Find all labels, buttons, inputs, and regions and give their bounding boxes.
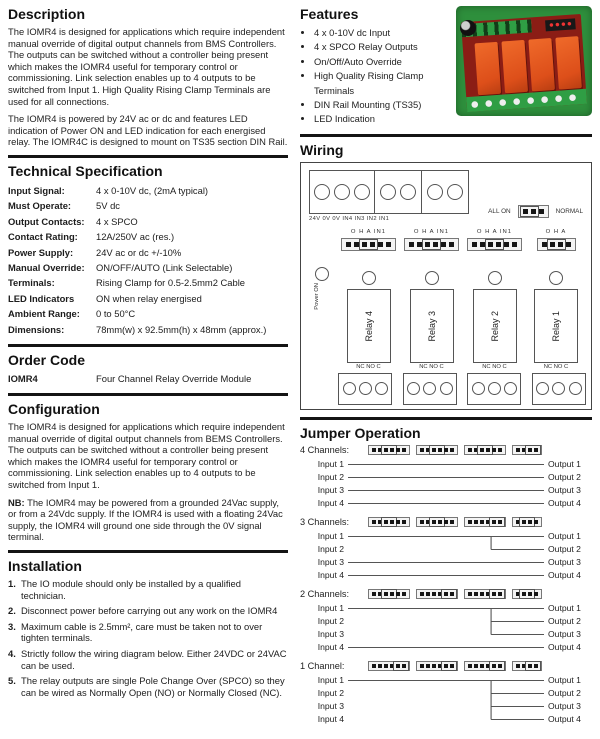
relay-cell [400,289,463,363]
order-code-row [8,372,288,386]
input-labels: Input 1 Input 2 Input 3 Input 4 [317,602,344,652]
terminal-hole [314,184,330,200]
description-paragraph-2: The IOMR4 is powered by 24V ac or dc and features LED indication of Power ON and LED indication for each energised relay. The IOMR4C is designed to mount on TS35 section DIN Rail. [8,113,288,148]
order-code-desc: Four Channel Relay Override Module [96,373,252,384]
terminal-hole [380,184,396,200]
terminal-hole [552,382,565,395]
installation-item: 1. The IO module should only be installed by a qualified technician. [8,577,241,601]
terminal-cell [309,170,375,214]
jumper-group: O H A [526,229,586,251]
feature-item: • 4 x SPCO Relay Outputs [314,40,464,54]
section-divider [300,134,592,137]
feature-item: • 4 x 0-10V dc Input [314,26,464,40]
nb-text: The IOMR4 may be powered from a grounded 24Vac supply, or from a 24Vdc supply. If the IOMR4 is used with a floating 24Vac supply, the IOMR4 will ground one side through the 0V signal terminal. [8,496,283,543]
group-label: 2 Channels: [300,588,350,599]
normal-label: NORMAL [555,207,583,215]
spec-row: Input Signal: 4 x 0-10V dc, (2mA typical) [8,184,209,196]
feature-item: • High Quality Rising Clamp Terminals [314,69,464,98]
spec-row: LED Indicators ON when relay energised [8,292,202,304]
order-code-value: IOMR4 [8,373,38,384]
terminal-hole [334,184,350,200]
installation-title: Installation [8,557,82,574]
terminal-hole [354,184,370,200]
power-led-label: Power ON [314,282,320,310]
relay-component [555,36,582,89]
relay-row [337,289,589,363]
power-led [315,267,329,281]
relay-cell [337,289,400,363]
order-code-title: Order Code [8,352,86,368]
output-labels: Output 1 Output 2 Output 3 Output 4 [548,602,581,652]
relay-cell [526,289,586,363]
output-labels: Output 1 Output 2 Output 3 Output 4 [548,674,581,724]
configuration-paragraph: The IOMR4 is designed for applications which require independent manual override of digital output channels from BEMS Controllers. The outputs can be switched without a controller being present which makes the IOMR4 useful for temporary control or commissioning. Link selection enables up to 4 outputs to be switched from Input 1. [8,421,285,490]
terminal-hole [423,382,436,395]
section-divider [8,155,288,158]
jumper-strip [464,589,506,599]
contact-label: NC NO C [356,363,381,370]
jumper-strip [368,589,410,599]
configuration-nb [8,497,288,543]
led-cell [400,271,463,285]
input-labels: Input 1 Input 2 Input 3 Input 4 [317,530,344,580]
led-cell [337,271,400,285]
group-label: 3 Channels: [300,516,350,527]
terminal-hole [569,382,582,395]
jumper-group-3-channels [300,517,592,582]
nb-label: NB: [8,496,25,508]
jumper-group-1-channel [300,661,592,726]
relay-box: Relay 1 [534,289,578,363]
terminal-hole [407,382,420,395]
terminal-cell [462,373,527,405]
features-list [314,26,464,127]
input-terminal-block [309,170,469,214]
input-labels: Input 1 Input 2 Input 3 Input 4 [317,458,344,508]
jumper-strip [464,445,506,455]
jumper-strip [368,661,410,671]
connection-lines [348,530,544,582]
terminal-labels: 24V 0V 0V IN4 IN3 IN2 IN1 [309,215,390,222]
terminal-hole [488,382,501,395]
contact-label-row [337,364,589,370]
input-labels: Input 1 Input 2 Input 3 Input 4 [317,674,344,724]
spec-row: Terminals: Rising Clamp for 0.5-2.5mm2 Cable [8,277,246,289]
relay-component [475,42,502,95]
jumper-group-2-channels [300,589,592,654]
relay-component [528,38,555,91]
output-terminal-row [333,373,591,405]
description-title: Description [8,6,86,22]
jumper-strip [416,445,458,455]
terminal-hole [359,382,372,395]
left-column [8,6,288,733]
terminal-hole [375,382,388,395]
contact-label: NC NO C [543,363,569,370]
feature-item: • LED Indication [314,112,464,126]
jumper-group: O H A IN1 [463,229,526,251]
description-paragraph-1: The IOMR4 is designed for applications which require independent manual override of digital output channels from BMS Controllers. The outputs can be switched without a controller being present which makes the IOMR4 useful for temporary control or commissioning. Link selection enables up to 4 outputs to be switched from Input 1. High Quality Rising Clamp Terminals are used for all connections. [8,26,285,107]
ic-chip [545,18,576,31]
section-divider [8,550,288,553]
all-on-jumper-strip [518,205,549,218]
product-photo [456,6,592,116]
terminal-hole [472,382,485,395]
contact-label: NC NO C [419,363,444,370]
spec-row: Contact Rating: 12A/250V ac (res.) [8,231,175,243]
jumper-strip [368,445,410,455]
output-labels: Output 1 Output 2 Output 3 Output 4 [548,458,581,508]
override-jumper-row [337,229,589,251]
contact-label: NC NO C [482,363,507,370]
output-labels: Output 1 Output 2 Output 3 Output 4 [548,530,581,580]
spec-row: Ambient Range: 0 to 50°C [8,308,136,320]
installation-item: 4. Strictly follow the wiring diagram below. Either 24VDC or 24VAC can be used. [8,647,287,671]
spec-row: Must Operate: 5V dc [8,200,120,212]
features-title: Features [300,6,359,22]
pcb-board [461,14,587,112]
terminal-cell [375,170,422,214]
relay-cell [463,289,526,363]
jumper-strip [368,517,410,527]
group-label: 1 Channel: [300,660,345,671]
wiring-diagram [300,162,592,410]
group-label: 4 Channels: [300,444,350,455]
features-section [300,6,592,127]
terminal-hole [504,382,517,395]
terminal-hole [427,184,443,200]
capacitor [460,20,476,36]
terminal-hole [343,382,356,395]
jumper-strip [512,445,542,455]
terminal-cell [422,170,469,214]
jumper-group-4-channels [300,445,592,510]
relay-box: Relay 4 [347,289,391,363]
jumper-group: O H A IN1 [400,229,463,251]
spec-row: Power Supply: 24V ac or dc +/-10% [8,246,182,258]
jumper-strip [512,661,542,671]
jumper-strip [537,238,576,251]
jumper-strip [464,661,506,671]
jumper-operation-title: Jumper Operation [300,424,421,441]
jumper-strip [416,517,458,527]
terminal-hole [440,382,453,395]
led-cell [526,271,586,285]
relay-led [549,271,563,285]
relay-component [501,40,528,93]
configuration-title: Configuration [8,401,100,417]
tech-spec-table [8,183,288,337]
spec-row: Dimensions: 78mm(w) x 92.5mm(h) x 48mm (approx.) [8,323,267,335]
right-column [300,6,592,733]
jumper-strip [467,238,522,251]
jumper-group: O H A IN1 [337,229,400,251]
connection-lines [348,602,544,654]
jumper-strip [512,517,542,527]
spec-row: Manual Override: ON/OFF/AUTO (Link Selectable) [8,261,233,273]
connection-lines [348,458,544,510]
relay-box: Relay 2 [473,289,517,363]
led-cell [463,271,526,285]
section-divider [300,417,592,420]
terminal-cell [333,373,398,405]
all-on-jumper-row [488,205,583,218]
installation-item: 2. Disconnect power before carrying out any work on the IOMR4 [8,605,278,617]
section-divider [8,393,288,396]
feature-item: • On/Off/Auto Override [314,55,464,69]
terminal-hole [400,184,416,200]
connection-lines [348,674,544,726]
section-divider [8,344,288,347]
jumper-strip [341,238,396,251]
installation-item: 3. Maximum cable is 2.5mm², care must be taken not to over tighten terminals. [8,620,263,644]
relay-led-row [337,271,589,285]
installation-item: 5. The relay outputs are single Pole Change Over (SPCO) so they can be wired as Normally Open (NO) or Normally Closed (NC). [8,675,285,698]
tech-spec-title: Technical Specification [8,162,163,179]
all-on-label: ALL ON [488,207,511,215]
relay-box: Relay 3 [410,289,454,363]
jumper-strip [512,589,542,599]
installation-list [8,578,288,698]
jumper-strip [416,661,458,671]
feature-item: • DIN Rail Mounting (TS35) [314,98,464,112]
terminal-cell [398,373,463,405]
wiring-title: Wiring [300,141,344,158]
terminal-cell [527,373,592,405]
terminal-hole [447,184,463,200]
relay-led [488,271,502,285]
spec-row: Output Contacts: 4 x SPCO [8,215,138,227]
terminal-hole [536,382,549,395]
jumper-strip [464,517,506,527]
jumper-strip [404,238,459,251]
relay-led [425,271,439,285]
relay-led [362,271,376,285]
jumper-strip [416,589,458,599]
